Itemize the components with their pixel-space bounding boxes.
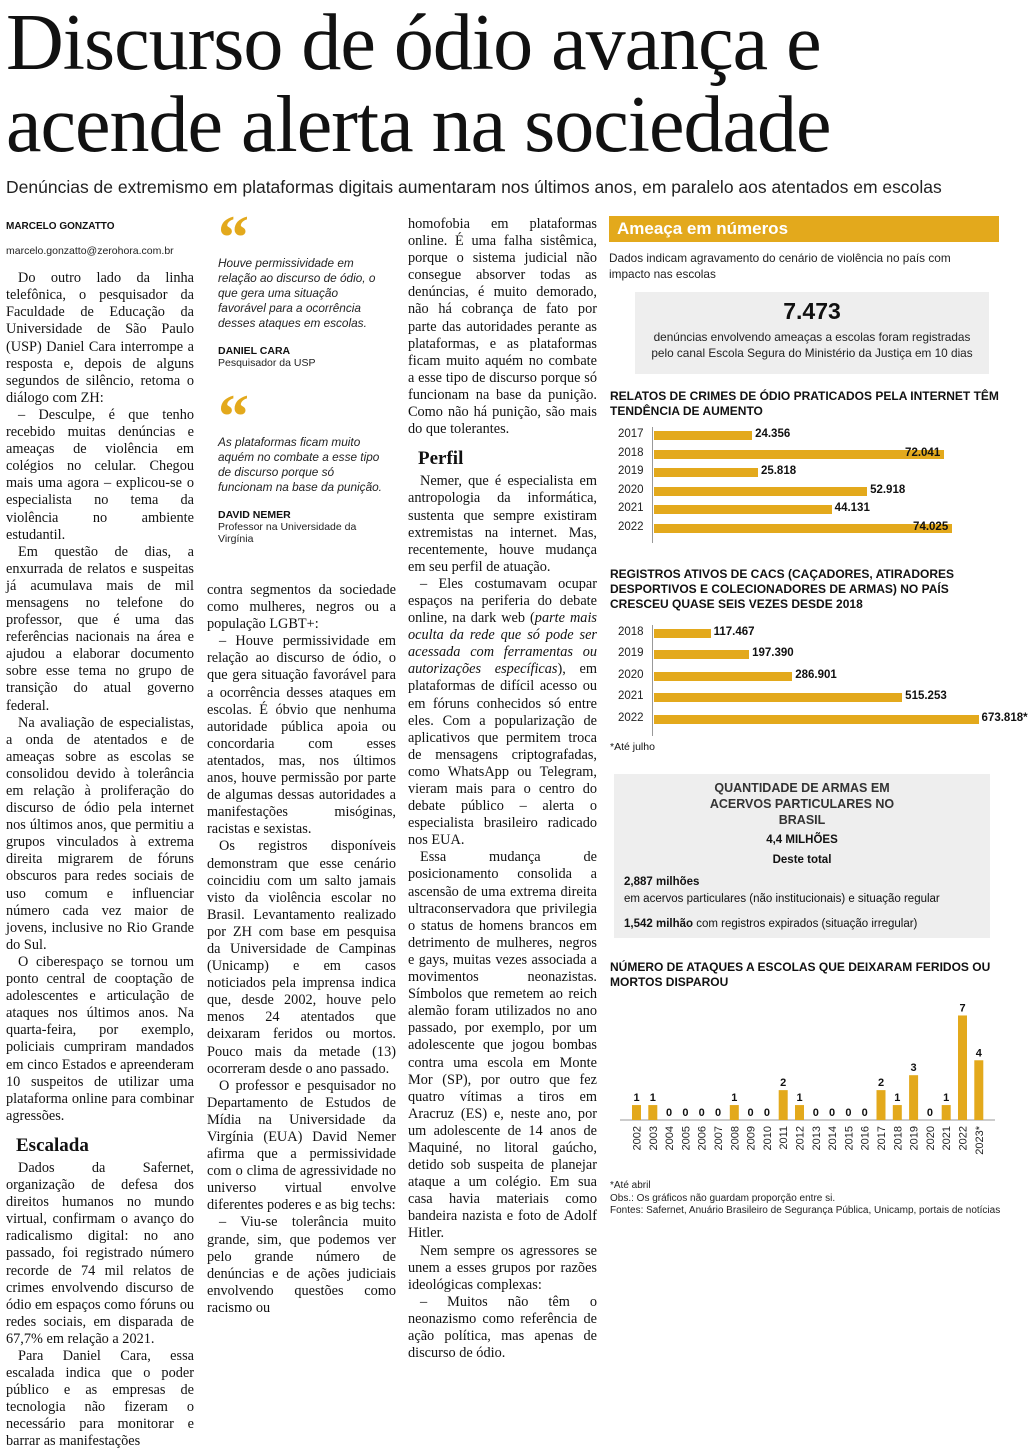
school-attacks-chart: [610, 960, 1000, 1180]
paragraph: Na avaliação de especialistas, a onda de atentados e de ameaças sobre as escolas se consolidou devido à tolerância em relação à proliferação do discurso de ódio pela internet nos últimos anos, que permitiu a grupos vinculados à extrema direita migrarem de fóruns obscuros para redes sociais de uso comum e influenciar número cada vez maior de jovens, inclusive no Rio Grande do Sul.: [6, 714, 194, 953]
chart-value-label: 1: [649, 1092, 656, 1105]
chart-value-label: 673.818*: [981, 711, 1028, 724]
chart-value-label: 24.356: [755, 428, 791, 440]
chart-category-label: 2002: [631, 1126, 644, 1151]
chart-category-label: 2022: [957, 1126, 970, 1151]
chart-value-label: 4: [975, 1047, 982, 1060]
arms-value-regular: 2,887 milhões: [624, 876, 700, 888]
sidebar-footer: [610, 1180, 1002, 1218]
chart-value-label: 1: [796, 1092, 803, 1105]
deck: Denúncias de extremismo em plataformas digitais aumentaram nos últimos anos, em paralelo aos atentados em escolas: [6, 177, 942, 197]
arms-box: [614, 774, 990, 938]
paragraph: Os registros disponíveis demonstram que esse cenário coincidiu com um salto jamais visto da violência escolar no Brasil. Levantamento realizado por ZH com base em pesquisa da Universidade de Campinas (Unicamp) e em casos noticiados pela imprensa indica que, desde 2002, houve pelo menos 24 atentados que deixaram feridos ou mortos. Pouco mais da metade (13) ocorreram desde o ano passado.: [207, 838, 396, 1077]
quote-mark-icon: “: [218, 383, 249, 451]
chart-category-label: 2019: [618, 647, 644, 660]
chart-category-label: 2011: [778, 1126, 791, 1150]
chart-category-label: 2022: [618, 711, 644, 724]
chart-bar: [974, 1060, 983, 1120]
chart-category-label: 2016: [859, 1126, 872, 1151]
chart-title: RELATOS DE CRIMES DE ÓDIO PRATICADOS PELA INTERNET TÊM TENDÊNCIA DE AUMENTO: [610, 389, 999, 418]
chart-bar: [779, 1090, 788, 1120]
sources-note: Fontes: Safernet, Anuário Brasileiro de Segurança Pública, Unicamp, portais de notícias: [610, 1205, 1001, 1216]
quote-mark-icon: “: [218, 204, 249, 272]
paragraph: O professor e pesquisador no Departamento de Estudos de Mídia na Universidade da Virgínia (EUA) David Nemer afirma que a permissividade com o clima de agressividade no universo virtual envolve diferentes poderes e as big techs:: [207, 1077, 396, 1214]
paragraph: Do outro lado da linha telefônica, o pesquisador da Faculdade de Educação da Universidade de São Paulo (USP) Daniel Cara interrompe a resposta e, depois de alguns segundos de silêncio, retoma o diálogo com ZH:: [6, 270, 194, 406]
chart-value-label: 72.041: [905, 446, 941, 459]
chart-value-label: 2: [780, 1077, 787, 1090]
arms-text-regular: em acervos particulares (não institucionais) e situação regular: [624, 893, 940, 905]
sidebar-intro: Dados indicam agravamento do cenário de violência no país com impacto nas escolas: [609, 251, 951, 281]
paragraph: Essa mudança de posicionamento consolida a ascensão de uma extrema direita ultraconservadora que privilegia o status de homens brancos em detrimento de mulheres, negros e gays, muitas vezes associada a movimentos neonazistas. Símbolos que remetem ao reich alemão foram utilizados no ano passado, por exemplo, por um adolescente que jogou bombas contra uma escola em Monte Mor (SP), por outro que fez quatro vítimas a tiros em Aracruz (ES) e, neste ano, por um adolescente de 14 anos de Maquiné, no litoral gaúcho, detido sob suspeita de planejar ataque a um colégio. Em sua casa havia materiais como bandeira nazista e foto de Adolf Hitler.: [408, 849, 597, 1242]
article-column-3: [408, 216, 597, 1362]
chart-bar: [654, 672, 792, 681]
chart-value-label: 1: [731, 1092, 738, 1105]
chart-value-label: 0: [845, 1107, 852, 1119]
chart-category-label: 2018: [618, 626, 644, 638]
quote-text: As plataformas ficam muito aquém no combate a esse tipo de discurso porque só funcionam na base da punição.: [218, 435, 382, 494]
obs-note: Obs.: Os gráficos não guardam proporção entre si.: [610, 1192, 836, 1204]
chart-value-label: 0: [763, 1107, 770, 1119]
headline: Discurso de ódio avança e acende alerta na sociedade: [6, 0, 831, 169]
chart-title: REGISTROS ATIVOS DE CACS (CAÇADORES, ATIRADORES DESPORTIVOS E COLECIONADORES DE ARMAS) NO PAÍS CRESCEU QUASE SEIS VEZES DESDE 2018: [610, 567, 955, 611]
chart-value-label: 515.253: [905, 690, 947, 703]
chart-category-label: 2019: [618, 465, 644, 478]
paragraph: [408, 576, 597, 850]
chart-footnote: *Até abril: [610, 1180, 651, 1191]
chart-category-label: 2010: [761, 1126, 774, 1151]
quote-author-role: Pesquisador da USP: [218, 357, 316, 369]
chart-category-label: 2022: [618, 521, 644, 533]
chart-bar: [632, 1105, 641, 1120]
big-number: 7.473: [783, 298, 841, 324]
hate-crime-chart: [610, 389, 1000, 539]
chart-value-label: 25.818: [760, 465, 797, 478]
arms-total: 4,4 MILHÕES: [766, 834, 838, 846]
author-email[interactable]: marcelo.gonzatto@zerohora.com.br: [6, 245, 174, 258]
chart-axis-line: [652, 427, 653, 543]
pull-quote: [218, 204, 386, 369]
chart-category-label: 2013: [810, 1126, 823, 1151]
chart-bar: [795, 1105, 804, 1120]
chart-category-label: 2009: [745, 1126, 758, 1151]
arms-value-expired: 1,542 milhão: [624, 918, 694, 930]
arms-line-1: [624, 874, 990, 908]
chart-bar: [648, 1105, 657, 1120]
chart-bar: [654, 524, 952, 533]
chart-category-label: 2005: [680, 1126, 693, 1151]
chart-bar: [893, 1105, 902, 1120]
chart-bar: [654, 468, 758, 477]
chart-category-label: 2017: [876, 1126, 888, 1151]
chart-value-label: 117.467: [713, 626, 755, 638]
quote-text: ), em plataformas de difícil acesso ou em fóruns conhecidos só entre eles. Com a popularização de aplicativos que permitem troca de mensagens criptografadas, como WhatsApp ou Telegram, vieram mais para o centro do debate público – alerta o especialista brasileiro radicado nos EUA.: [408, 661, 597, 849]
subhead-escalada: Escalada: [16, 1134, 89, 1156]
chart-plot: [610, 427, 1000, 539]
chart-category-label: 2007: [713, 1126, 725, 1151]
paragraph: contra segmentos da sociedade como mulheres, negros ou a população LGBT+:: [207, 582, 396, 633]
chart-axis-line: [652, 625, 653, 736]
quote-author: DANIEL CARA: [218, 345, 291, 357]
pull-quote: [218, 383, 386, 545]
chart-category-label: 2004: [664, 1126, 677, 1151]
chart-category-label: 2014: [827, 1126, 840, 1151]
reports-highlight-box: [635, 292, 989, 374]
paragraph: – Houve permissividade em relação ao discurso de ódio, o que gera situação favorável para a ocorrência desses ataques em escolas. É óbvio que nenhuma autoridade pública apoia ou concordaria com esses atentados, mas, nos últimos anos, houve permissão por parte de algumas dessas autoridades a manifestações misóginas, racistas e sexistas.: [207, 633, 396, 838]
chart-value-label: 0: [666, 1107, 673, 1119]
chart-title: NÚMERO DE ATAQUES A ESCOLAS QUE DEIXARAM FERIDOS OU MORTOS DISPAROU: [610, 960, 991, 989]
chart-bar: [877, 1090, 886, 1120]
author-name: MARCELO GONZATTO: [6, 221, 115, 232]
subhead-perfil: Perfil: [418, 448, 464, 470]
chart-value-label: 44.131: [834, 502, 870, 515]
chart-value-label: 1: [894, 1092, 901, 1105]
chart-value-label: 0: [829, 1107, 836, 1119]
chart-bar: [654, 450, 944, 459]
chart-category-label: 2021: [618, 502, 644, 515]
quote-author-role: Professor na Universidade da Virgínia: [218, 521, 357, 545]
chart-category-label: 2017: [618, 428, 644, 440]
chart-category-label: 2003: [647, 1126, 660, 1151]
paragraph: – Viu-se tolerância muito grande, sim, que podemos ver pelo grande número de denúncias e de ações judiciais envolvendo questões como racismo ou: [207, 1214, 396, 1316]
chart-value-label: 0: [698, 1107, 705, 1119]
chart-bar: [654, 629, 711, 638]
chart-category-label: 2018: [892, 1126, 905, 1151]
article-column-1: [6, 218, 194, 1451]
paragraph: Para Daniel Cara, essa escalada indica que o poder público e as empresas de tecnologia não fizeram o necessário para monitorar e barrar as manifestações: [6, 1348, 194, 1450]
chart-category-label: 2006: [696, 1126, 709, 1151]
quote-author: DAVID NEMER: [218, 509, 291, 521]
chart-bar: [654, 650, 749, 659]
chart-value-label: 2: [877, 1077, 885, 1090]
chart-category-label: 2020: [618, 668, 644, 681]
chart-value-label: 3: [910, 1062, 917, 1075]
chart-plot: [610, 625, 1028, 737]
chart-category-label: 2021: [941, 1126, 954, 1151]
chart-value-label: 0: [861, 1107, 868, 1119]
cacs-chart: [610, 567, 1028, 757]
chart-value-label: 0: [714, 1107, 722, 1119]
sidebar-threat-in-numbers: [609, 216, 999, 374]
chart-value-label: 197.390: [752, 647, 794, 660]
chart-value-label: 0: [682, 1107, 689, 1119]
chart-value-label: 0: [812, 1107, 819, 1119]
arms-title: QUANTIDADE DE ARMAS EM ACERVOS PARTICULARES NO BRASIL: [709, 781, 895, 827]
paragraph: Em questão de dias, a enxurrada de relatos e suspeitas já acumulava mais de mil mensagens no telefone do professor, que é uma das referências nacionais na área e ajudou a elaborar documento sobre esse tema no grupo de transição do atual governo federal.: [6, 543, 194, 714]
chart-value-label: 0: [926, 1107, 933, 1119]
chart-bar: [654, 487, 867, 496]
chart-bar: [654, 715, 979, 724]
chart-value-label: 74.025: [913, 521, 949, 533]
paragraph: – Desculpe, é que tenho recebido muitas denúncias e ameaças de violência em colégios no celular. Chegou mais uma agora – explicou-se o especialista no tema da violência no ambiente estudantil.: [6, 406, 194, 543]
chart-category-label: 2021: [618, 690, 644, 703]
chart-category-label: 2020: [618, 483, 644, 496]
chart-category-label: 2020: [924, 1126, 937, 1151]
paragraph: Nem sempre os agressores se unem a esses grupos por razões ideológicas complexas:: [408, 1242, 597, 1293]
chart-bar: [942, 1105, 951, 1120]
chart-footnote: *Até julho: [610, 741, 655, 753]
chart-category-label: 2012: [794, 1126, 807, 1151]
chart-category-label: 2019: [908, 1126, 921, 1151]
chart-bar: [654, 505, 832, 514]
chart-category-label: 2018: [618, 446, 644, 459]
arms-text-expired: com registros expirados (situação irregular): [696, 918, 918, 930]
chart-bar: [654, 693, 902, 702]
chart-category-label: 2015: [843, 1126, 856, 1151]
chart-bar: [730, 1105, 739, 1120]
paragraph: Dados da Safernet, organização de defesa dos direitos humanos no mundo virtual, confirmam o avanço do radicalismo digital: no ano passado, foi registrado número recorde de 74 mil relatos de crimes envolvendo discurso de ódio em espaços como fóruns ou redes sociais, em disparada de 67,7% em relação a 2021.: [6, 1159, 194, 1347]
chart-bar: [958, 1015, 967, 1120]
chart-category-label: 2008: [729, 1126, 742, 1151]
paragraph: – Muitos não têm o neonazismo como referência de ação política, mas apenas de discurso de ódio.: [408, 1293, 597, 1362]
chart-category-label: 2023*: [973, 1126, 986, 1155]
paragraph: O ciberespaço se tornou um ponto central de cooptação de adolescentes e articulação de ataques nos últimos anos. Na quarta-feira, por exemplo, policiais cumpriram mandados em cinco Estados e apreenderam 10 suspeitos de utilizar uma plataforma online para combinar agressões.: [6, 953, 194, 1124]
paragraph: Nemer, que é especialista em antropologia da informática, sustenta que sempre existiram extremistas na internet. Mas, recentemente, houve mudança em seu perfil de atuação.: [408, 473, 597, 575]
quote-text: Houve permissividade em relação ao discurso de ódio, o que gera uma situação favorável para a ocorrência desses ataques em escolas.: [218, 256, 376, 330]
sidebar-title: Ameaça em números: [609, 216, 999, 242]
chart-bar: [909, 1075, 918, 1120]
italic-aside: parte mais oculta da rede que só pode ser acessada com ferramentas ou autorizações específicas: [408, 610, 597, 678]
chart-value-label: 1: [943, 1092, 950, 1105]
arms-total-label: Deste total: [772, 854, 832, 866]
chart-value-label: 0: [747, 1107, 754, 1119]
big-number-caption: denúncias envolvendo ameaças a escolas foram registradas pelo canal Escola Segura do Ministério da Justiça em 10 dias: [651, 330, 973, 360]
article-column-2: [207, 582, 396, 1317]
chart-value-label: 1: [633, 1092, 640, 1105]
chart-bar: [654, 431, 752, 440]
chart-value-label: 286.901: [795, 668, 837, 681]
attacks-chart-svg: [610, 996, 1000, 1196]
chart-value-label: 52.918: [870, 483, 906, 496]
arms-line-2: [624, 918, 990, 930]
quote-text: – Eles costumavam ocupar espaços na periferia do debate online, na dark web (: [408, 575, 597, 627]
chart-value-label: 7: [959, 1002, 966, 1015]
paragraph: homofobia em plataformas online. É uma falha sistêmica, porque o sistema judicial não consegue absorver todas as denúncias, é muito demorado, não há cobrança de fato por parte das autoridades perante as plataformas, e as plataformas ficam muito aquém no combate a esse tipo de discurso porque só funcionam na base da punição. Como não há punição, são mais do que tolerantes.: [408, 216, 597, 438]
